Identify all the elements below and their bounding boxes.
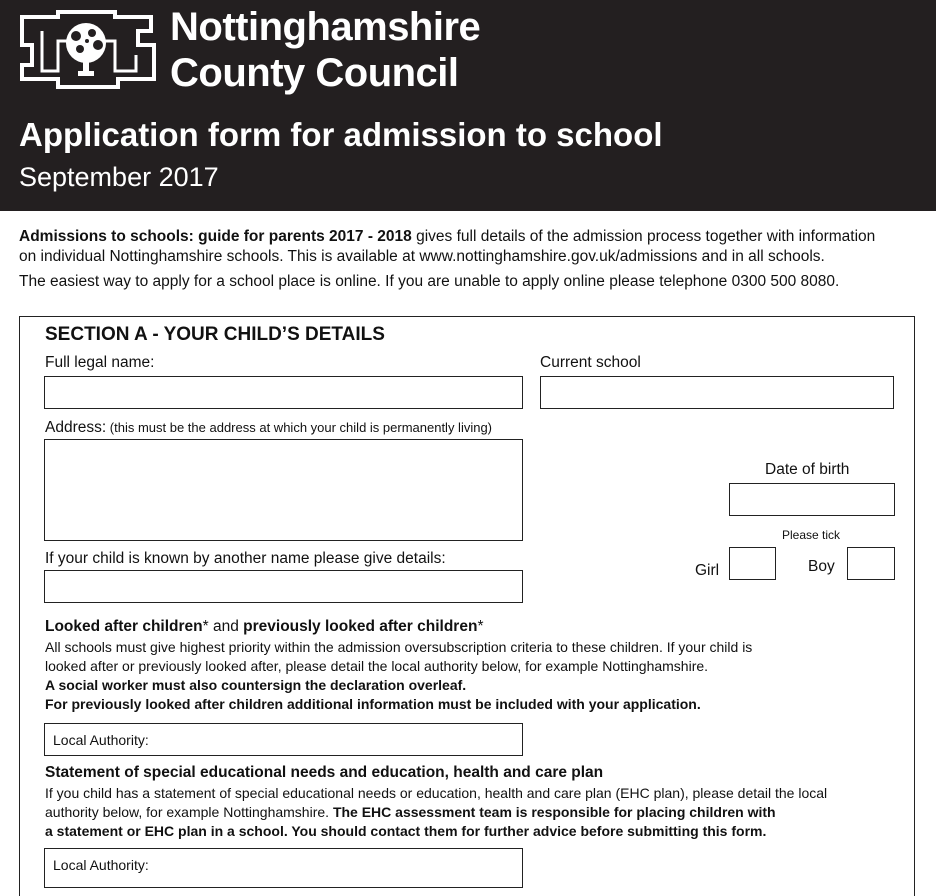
girl-label: Girl bbox=[695, 562, 720, 579]
local-authority-label: Local Authority: bbox=[53, 732, 149, 748]
sen-text-line3: a statement or EHC plan in a school. You should contact them for further advice before submitting this form. bbox=[45, 823, 767, 839]
dob-input[interactable] bbox=[729, 483, 895, 516]
boy-label: Boy bbox=[808, 558, 835, 575]
intro-line-1 bbox=[19, 227, 919, 246]
current-school-input[interactable] bbox=[540, 376, 894, 409]
lac-heading-part2: * and bbox=[202, 618, 244, 635]
sen-heading: Statement of special educational needs and education, health and care plan bbox=[45, 764, 604, 781]
sen-text-line2 bbox=[45, 803, 776, 822]
council-name-line2: County Council bbox=[170, 51, 459, 95]
address-note: (this must be the address at which your child is permanently living) bbox=[106, 420, 493, 435]
other-name-label: If your child is known by another name please give details: bbox=[45, 550, 446, 567]
current-school-label: Current school bbox=[540, 354, 641, 371]
council-logo-icon bbox=[18, 9, 158, 89]
lac-heading bbox=[45, 618, 483, 636]
sen-text-line2-b: The EHC assessment team is responsible for placing children with bbox=[332, 804, 776, 820]
dob-label: Date of birth bbox=[765, 461, 850, 478]
sen-text-line1: If you child has a statement of special educational needs or education, health and care plan (EHC plan), please detail the local bbox=[45, 785, 828, 801]
intro-line-2: on individual Nottinghamshire schools. This is available at www.nottinghamshire.gov.uk/admissions and in all schools. bbox=[19, 248, 825, 265]
full-name-input[interactable] bbox=[44, 376, 523, 409]
page-header bbox=[0, 0, 936, 211]
intro-line-3: The easiest way to apply for a school place is online. If you are unable to apply online please telephone 0300 500 8080. bbox=[19, 273, 840, 290]
address-label-text: Address: bbox=[45, 419, 107, 436]
sen-local-authority-input[interactable] bbox=[44, 848, 523, 888]
local-authority-label-2: Local Authority: bbox=[53, 857, 149, 873]
lac-local-authority-input[interactable] bbox=[44, 723, 523, 756]
lac-text-line3: A social worker must also countersign the declaration overleaf. bbox=[45, 677, 467, 693]
section-a-title: SECTION A - YOUR CHILD’S DETAILS bbox=[45, 324, 385, 345]
section-a bbox=[19, 316, 915, 896]
lac-text-line4: For previously looked after children additional information must be included with your application. bbox=[45, 696, 701, 712]
boy-checkbox[interactable] bbox=[847, 547, 895, 580]
guide-text: gives full details of the admission process together with information bbox=[411, 228, 876, 245]
lac-heading-part3: previously looked after children bbox=[243, 618, 478, 635]
lac-heading-part1: Looked after children bbox=[45, 618, 203, 635]
lac-text-line1: All schools must give highest priority within the admission oversubscription criteria to these children. If your child is bbox=[45, 639, 753, 655]
page-subtitle: September 2017 bbox=[19, 162, 219, 192]
lac-text-line2: looked after or previously looked after, please detail the local authority below, for example Nottinghamshire. bbox=[45, 658, 709, 674]
sen-text-line2-a: authority below, for example Nottinghamshire. bbox=[45, 804, 333, 820]
full-name-label: Full legal name: bbox=[45, 354, 155, 371]
other-name-input[interactable] bbox=[44, 570, 523, 603]
page-title: Application form for admission to school bbox=[19, 116, 663, 153]
lac-heading-part4: * bbox=[477, 618, 484, 635]
council-name-line1: Nottinghamshire bbox=[170, 5, 481, 49]
please-tick-label: Please tick bbox=[782, 528, 841, 542]
address-label bbox=[45, 419, 492, 437]
girl-checkbox[interactable] bbox=[729, 547, 776, 580]
address-input[interactable] bbox=[44, 439, 523, 541]
guide-title: Admissions to schools: guide for parents 2017 - 2018 bbox=[19, 228, 412, 245]
